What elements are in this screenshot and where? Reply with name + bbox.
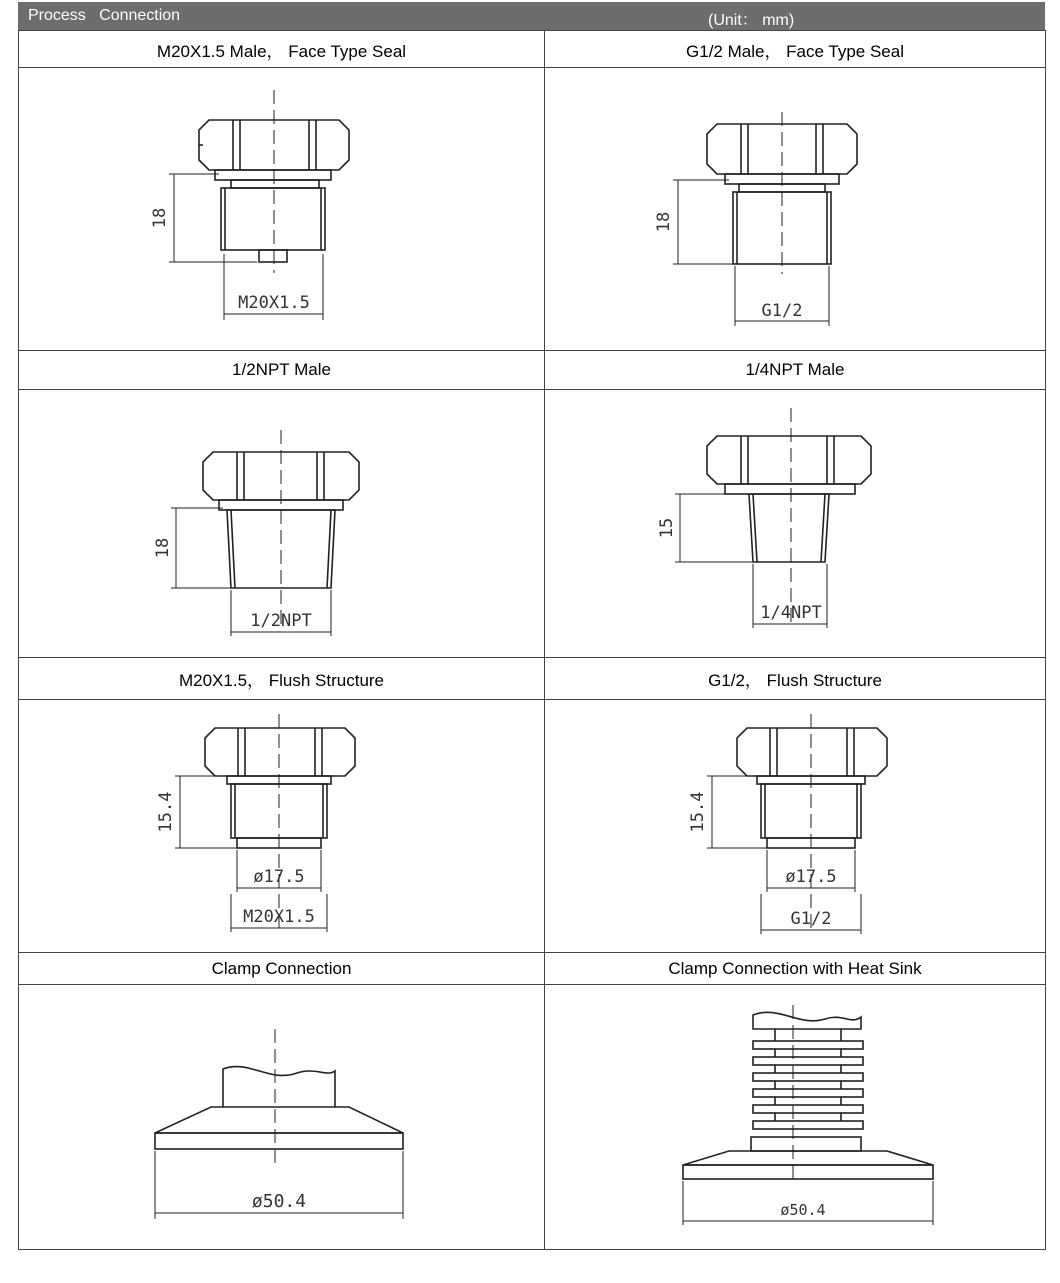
drawing-g12-face	[545, 68, 1046, 350]
cell-title-m20-flush: M20X1.5， Flush Structure	[19, 658, 545, 700]
dim-height-g12-flush: 15.4	[688, 791, 708, 833]
cell-title-quarter-npt: 1/4NPT Male	[545, 351, 1046, 390]
dim-diameter-g12-flush: ø17.5	[785, 867, 837, 887]
header-title: Process Connection	[28, 7, 181, 24]
figure-cell-g12-flush	[545, 700, 1046, 953]
cell-title-g12-face: G1/2 Male， Face Type Seal	[545, 31, 1046, 68]
drawing-m20-flush	[19, 700, 545, 952]
drawing-g12-flush	[545, 700, 1046, 952]
process-connection-table	[18, 30, 1046, 1250]
dim-thread-quarter-npt: 1/4NPT	[760, 603, 822, 623]
cell-title-clamp: Clamp Connection	[19, 953, 545, 985]
dim-diameter-clamp: ø50.4	[251, 1191, 307, 1212]
drawing-m20-face	[19, 68, 545, 350]
drawing-clamp	[19, 985, 545, 1249]
cell-title-m20-face: M20X1.5 Male， Face Type Seal	[19, 31, 545, 68]
cell-title-half-npt: 1/2NPT Male	[19, 351, 545, 390]
drawing-quarter-npt	[545, 390, 1046, 657]
dim-height-quarter-npt: 15	[657, 517, 677, 539]
table-header	[18, 2, 1045, 30]
dim-diameter-clamp-heatsink: ø50.4	[780, 1201, 826, 1219]
dim-height-half-npt: 18	[153, 537, 173, 559]
figure-cell-m20-flush	[19, 700, 545, 953]
dim-thread-m20-face: M20X1.5	[238, 293, 310, 313]
figure-cell-clamp-heatsink	[545, 985, 1046, 1250]
header-unit: (Unit： mm)	[708, 12, 795, 29]
figure-cell-g12-face	[545, 68, 1046, 351]
dim-height-m20-flush: 15.4	[156, 791, 176, 833]
dim-thread-m20-flush: M20X1.5	[243, 907, 315, 927]
dim-height-m20-face: 18	[150, 207, 170, 229]
figure-cell-quarter-npt	[545, 390, 1046, 658]
drawing-half-npt	[19, 390, 545, 657]
cell-title-clamp-heatsink: Clamp Connection with Heat Sink	[545, 953, 1046, 985]
figure-cell-clamp	[19, 985, 545, 1250]
dim-thread-half-npt: 1/2NPT	[250, 611, 312, 631]
drawing-clamp-heatsink	[545, 985, 1046, 1249]
cell-title-g12-flush: G1/2， Flush Structure	[545, 658, 1046, 700]
dim-diameter-m20-flush: ø17.5	[253, 867, 305, 887]
dim-thread-g12-face: G1/2	[761, 301, 803, 321]
dim-height-g12-face: 18	[654, 211, 674, 233]
dim-thread-g12-flush: G1/2	[790, 909, 832, 929]
figure-cell-m20-face	[19, 68, 545, 351]
figure-cell-half-npt	[19, 390, 545, 658]
